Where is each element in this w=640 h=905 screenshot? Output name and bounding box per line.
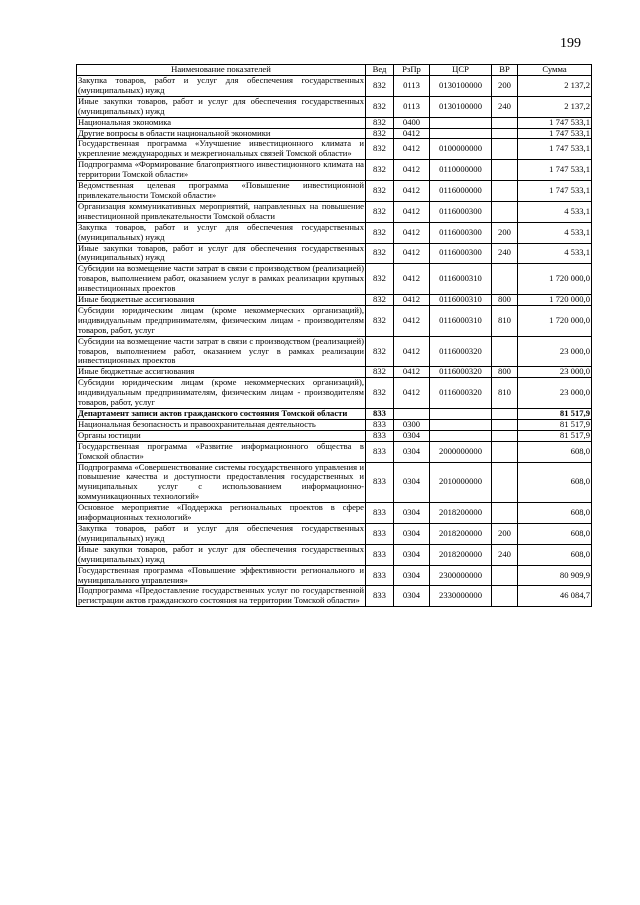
- header-ved: Вед: [366, 65, 394, 76]
- table-row: [77, 201, 592, 222]
- cell-rzpr: 0304: [394, 544, 430, 565]
- cell-csr: 2000000000: [430, 441, 492, 462]
- cell-vr: [492, 409, 518, 420]
- cell-vr: [492, 128, 518, 139]
- header-sum: Сумма: [518, 65, 592, 76]
- cell-rzpr: 0412: [394, 201, 430, 222]
- cell-csr: 0116000320: [430, 378, 492, 409]
- table-row: [77, 96, 592, 117]
- cell-vr: 200: [492, 222, 518, 243]
- cell-vr: 200: [492, 76, 518, 97]
- cell-ved: 832: [366, 117, 394, 128]
- cell-rzpr: 0412: [394, 181, 430, 202]
- header-row: [77, 65, 592, 76]
- cell-rzpr: 0412: [394, 367, 430, 378]
- cell-name: Государственная программа «Повышение эффективности регионального и муниципального управления»: [78, 565, 364, 585]
- cell-vr: 810: [492, 378, 518, 409]
- cell-name: Национальная безопасность и правоохранительная деятельность: [77, 419, 366, 430]
- cell-vr: 200: [492, 523, 518, 544]
- cell-sum: 1 720 000,0: [518, 264, 592, 295]
- cell-sum: 46 084,7: [518, 586, 592, 607]
- cell-rzpr: 0304: [394, 441, 430, 462]
- cell-ved: 832: [366, 264, 394, 295]
- cell-sum: 1 747 533,1: [518, 181, 592, 202]
- cell-csr: [430, 117, 492, 128]
- cell-rzpr: 0412: [394, 305, 430, 336]
- cell-ved: 832: [366, 336, 394, 367]
- cell-rzpr: 0304: [394, 565, 430, 586]
- table-row: [77, 503, 592, 524]
- cell-sum: 23 000,0: [518, 336, 592, 367]
- cell-vr: [492, 586, 518, 607]
- cell-csr: 0116000300: [430, 201, 492, 222]
- cell-ved: 833: [366, 565, 394, 586]
- cell-rzpr: 0412: [394, 139, 430, 160]
- cell-ved: 832: [366, 160, 394, 181]
- table-row: [77, 222, 592, 243]
- table-row: [77, 430, 592, 441]
- cell-ved: 832: [366, 378, 394, 409]
- cell-csr: 0130100000: [430, 96, 492, 117]
- cell-csr: 0116000320: [430, 336, 492, 367]
- cell-csr: 2300000000: [430, 565, 492, 586]
- cell-sum: 608,0: [518, 462, 592, 503]
- table-row: [77, 128, 592, 139]
- table-row: [77, 544, 592, 565]
- table-row: [77, 336, 592, 367]
- cell-ved: 833: [366, 441, 394, 462]
- cell-csr: 0116000310: [430, 264, 492, 295]
- cell-csr: [430, 128, 492, 139]
- cell-ved: 833: [366, 409, 394, 420]
- table-row: [77, 586, 592, 607]
- cell-name: Субсидии юридическим лицам (кроме некоммерческих организаций), индивидуальным предпринимателям, физическим лицам - производителям товаров, работ, услуг: [78, 377, 364, 408]
- cell-rzpr: 0304: [394, 462, 430, 503]
- cell-sum: 4 533,1: [518, 222, 592, 243]
- cell-vr: 810: [492, 305, 518, 336]
- cell-csr: 0116000000: [430, 181, 492, 202]
- cell-ved: 832: [366, 295, 394, 306]
- table-row: [77, 295, 592, 306]
- cell-name: Закупка товаров, работ и услуг для обеспечения государственных (муниципальных) нужд: [78, 75, 364, 95]
- cell-vr: 240: [492, 544, 518, 565]
- cell-sum: 608,0: [518, 441, 592, 462]
- cell-vr: [492, 117, 518, 128]
- cell-ved: 832: [366, 222, 394, 243]
- cell-name: Субсидии юридическим лицам (кроме некоммерческих организаций), индивидуальным предпринимателям, физическим лицам - производителям товаров, работ, услуг: [78, 305, 364, 335]
- table-row: [77, 160, 592, 181]
- cell-sum: 23 000,0: [518, 378, 592, 409]
- cell-sum: 1 720 000,0: [518, 295, 592, 306]
- cell-sum: 608,0: [518, 503, 592, 524]
- table-row: [77, 523, 592, 544]
- cell-sum: 81 517,9: [518, 409, 592, 420]
- cell-csr: 0110000000: [430, 160, 492, 181]
- cell-rzpr: 0304: [394, 430, 430, 441]
- cell-ved: 832: [366, 243, 394, 264]
- cell-sum: 1 720 000,0: [518, 305, 592, 336]
- cell-sum: 81 517,9: [518, 419, 592, 430]
- cell-rzpr: 0412: [394, 378, 430, 409]
- cell-name: Государственная программа «Развитие информационного общества в Томской области»: [78, 441, 364, 461]
- cell-csr: [430, 419, 492, 430]
- cell-vr: 240: [492, 96, 518, 117]
- cell-vr: 240: [492, 243, 518, 264]
- cell-vr: [492, 181, 518, 202]
- cell-vr: [492, 139, 518, 160]
- header-vr: ВР: [492, 65, 518, 76]
- cell-csr: 2330000000: [430, 586, 492, 607]
- cell-rzpr: 0113: [394, 96, 430, 117]
- table-header: [77, 65, 592, 76]
- cell-name: Иные закупки товаров, работ и услуг для обеспечения государственных (муниципальных) нужд: [78, 243, 364, 263]
- cell-ved: 832: [366, 201, 394, 222]
- cell-rzpr: 0304: [394, 503, 430, 524]
- cell-sum: 608,0: [518, 544, 592, 565]
- table-row: [77, 419, 592, 430]
- table-row: [77, 409, 592, 420]
- cell-ved: 833: [366, 544, 394, 565]
- cell-sum: 1 747 533,1: [518, 160, 592, 181]
- cell-vr: [492, 441, 518, 462]
- cell-sum: 1 747 533,1: [518, 117, 592, 128]
- cell-csr: 0130100000: [430, 76, 492, 97]
- cell-ved: 833: [366, 462, 394, 503]
- cell-csr: 0116000310: [430, 305, 492, 336]
- cell-rzpr: 0304: [394, 586, 430, 607]
- cell-sum: 2 137,2: [518, 96, 592, 117]
- cell-ved: 832: [366, 76, 394, 97]
- cell-ved: 832: [366, 139, 394, 160]
- cell-csr: [430, 409, 492, 420]
- cell-vr: [492, 264, 518, 295]
- cell-rzpr: 0412: [394, 128, 430, 139]
- cell-vr: [492, 430, 518, 441]
- table-row: [77, 367, 592, 378]
- cell-name: Подпрограмма «Предоставление государственных услуг по государственной регистрации актов гражданского состояния на территории Томской области»: [78, 585, 364, 606]
- cell-vr: [492, 462, 518, 503]
- cell-ved: 833: [366, 419, 394, 430]
- cell-name: Подпрограмма «Формирование благоприятного инвестиционного климата на территории Томской области»: [78, 159, 364, 180]
- table-row: [77, 441, 592, 462]
- table-row: [77, 76, 592, 97]
- cell-rzpr: 0300: [394, 419, 430, 430]
- cell-vr: [492, 336, 518, 367]
- cell-rzpr: 0412: [394, 336, 430, 367]
- table-row: [77, 462, 592, 503]
- cell-csr: 2018200000: [430, 523, 492, 544]
- table-row: [77, 305, 592, 336]
- cell-ved: 832: [366, 128, 394, 139]
- cell-name: Ведомственная целевая программа «Повышение инвестиционной привлекательности Томской области»: [78, 180, 364, 200]
- cell-name: Государственная программа «Улучшение инвестиционного климата и укрепление международных и межрегиональных связей Томской области»: [78, 138, 364, 159]
- cell-vr: [492, 503, 518, 524]
- cell-csr: 2010000000: [430, 462, 492, 503]
- cell-csr: 0100000000: [430, 139, 492, 160]
- cell-name: Субсидии на возмещение части затрат в связи с производством (реализацией) товаров, выполнением работ, оказанием услуг в рамках реализации крупных инвестиционных проектов: [78, 263, 364, 294]
- cell-csr: 0116000310: [430, 295, 492, 306]
- cell-vr: [492, 160, 518, 181]
- cell-csr: 2018200000: [430, 544, 492, 565]
- table-row: [77, 181, 592, 202]
- cell-name: Иные закупки товаров, работ и услуг для обеспечения государственных (муниципальных) нужд: [78, 96, 364, 116]
- cell-ved: 833: [366, 430, 394, 441]
- cell-vr: [492, 201, 518, 222]
- cell-sum: 81 517,9: [518, 430, 592, 441]
- cell-name: Иные закупки товаров, работ и услуг для обеспечения государственных (муниципальных) нужд: [78, 544, 364, 564]
- cell-ved: 832: [366, 305, 394, 336]
- cell-rzpr: 0400: [394, 117, 430, 128]
- cell-rzpr: 0412: [394, 243, 430, 264]
- cell-name: Организация коммуникативных мероприятий, направленных на повышение инвестиционной привлекательности Томской области: [78, 201, 364, 221]
- cell-name: Основное мероприятие «Поддержка региональных проектов в сфере информационных технологий»: [78, 502, 364, 523]
- cell-name: Другие вопросы в области национальной экономики: [77, 128, 366, 139]
- header-name: Наименование показателей: [77, 65, 366, 76]
- cell-vr: 800: [492, 295, 518, 306]
- cell-name: Национальная экономика: [77, 117, 366, 128]
- cell-sum: 1 747 533,1: [518, 139, 592, 160]
- table-row: [77, 139, 592, 160]
- cell-csr: 0116000300: [430, 243, 492, 264]
- page-number: 199: [560, 36, 581, 51]
- cell-vr: 800: [492, 367, 518, 378]
- cell-rzpr: 0412: [394, 264, 430, 295]
- cell-sum: 23 000,0: [518, 367, 592, 378]
- cell-ved: 833: [366, 586, 394, 607]
- cell-rzpr: 0412: [394, 295, 430, 306]
- cell-name: Иные бюджетные ассигнования: [77, 367, 366, 378]
- cell-sum: 4 533,1: [518, 201, 592, 222]
- cell-rzpr: 0113: [394, 76, 430, 97]
- cell-name: Органы юстиции: [77, 430, 366, 441]
- cell-name: Департамент записи актов гражданского состояния Томской области: [77, 409, 366, 420]
- cell-name: Иные бюджетные ассигнования: [77, 295, 366, 306]
- table-row: [77, 565, 592, 586]
- header-rzpr: РзПр: [394, 65, 430, 76]
- cell-sum: 2 137,2: [518, 76, 592, 97]
- table-row: [77, 378, 592, 409]
- cell-rzpr: 0304: [394, 523, 430, 544]
- cell-ved: 833: [366, 503, 394, 524]
- cell-name: Подпрограмма «Совершенствование системы государственного управления и повышение качества и доступности предоставления государственных и муниципальных услуг с использованием информационно-коммуникационных технологий»: [78, 462, 364, 502]
- cell-ved: 832: [366, 96, 394, 117]
- cell-vr: [492, 565, 518, 586]
- cell-sum: 80 909,9: [518, 565, 592, 586]
- cell-rzpr: 0412: [394, 222, 430, 243]
- cell-ved: 833: [366, 523, 394, 544]
- cell-sum: 1 747 533,1: [518, 128, 592, 139]
- table-body: [77, 76, 592, 607]
- table-row: [77, 117, 592, 128]
- cell-sum: 608,0: [518, 523, 592, 544]
- table-row: [77, 264, 592, 295]
- cell-sum: 4 533,1: [518, 243, 592, 264]
- cell-csr: 0116000320: [430, 367, 492, 378]
- cell-csr: [430, 430, 492, 441]
- cell-ved: 832: [366, 181, 394, 202]
- cell-name: Закупка товаров, работ и услуг для обеспечения государственных (муниципальных) нужд: [78, 523, 364, 543]
- cell-rzpr: [394, 409, 430, 420]
- cell-ved: 832: [366, 367, 394, 378]
- cell-name: Закупка товаров, работ и услуг для обеспечения государственных (муниципальных) нужд: [78, 222, 364, 242]
- cell-vr: [492, 419, 518, 430]
- budget-table: [76, 64, 592, 607]
- table-row: [77, 243, 592, 264]
- cell-csr: 0116000300: [430, 222, 492, 243]
- cell-name: Субсидии на возмещение части затрат в связи с производством (реализацией) товаров, выполнением работ, оказанием услуг в рамках реализации инвестиционных проектов: [78, 336, 364, 366]
- cell-csr: 2018200000: [430, 503, 492, 524]
- header-csr: ЦСР: [430, 65, 492, 76]
- cell-rzpr: 0412: [394, 160, 430, 181]
